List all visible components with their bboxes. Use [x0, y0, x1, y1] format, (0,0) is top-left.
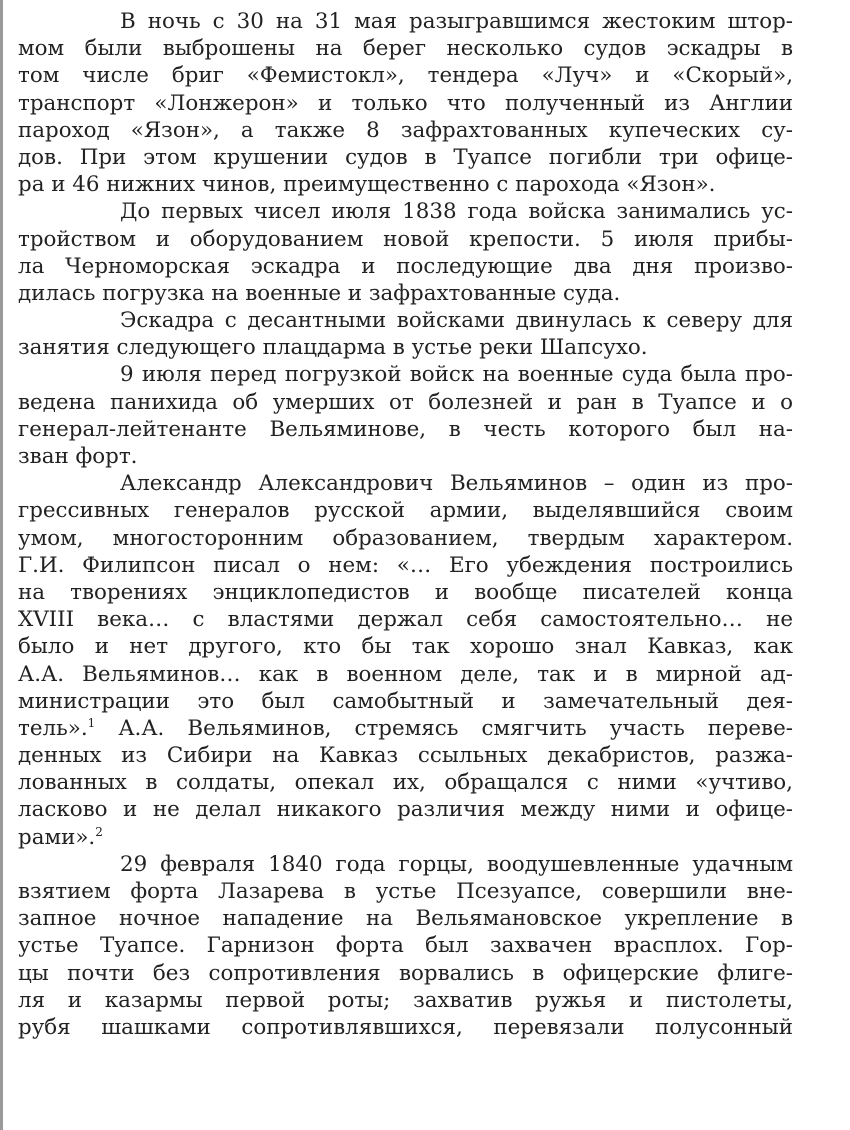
text-line: ра и 46 нижних чинов, преимущественно с парохода «Язон».: [18, 172, 716, 198]
text-line: дилась погрузка на военные и зафрахтованные суда.: [18, 280, 621, 306]
text-fragment: А.А. Вельяминов, стремясь смягчить участь переве-: [95, 715, 793, 741]
text-line: генерал-лейтенанте Вельяминове, в честь которого был на-: [18, 416, 793, 442]
text-line: взятием форта Лазарева в устье Псезуапсе, совершили вне-: [18, 879, 793, 904]
paragraph-velyaminov: [18, 470, 793, 1041]
text-line: устье Туапсе. Гарнизон форта был захвачен врасплох. Гор-: [18, 933, 793, 959]
text-line: на творениях энциклопедистов и вообще писателей конца: [18, 579, 793, 605]
page-edge-rule: [0, 0, 3, 1130]
text-line: ла Черноморская эскадра и последующие два дня произво-: [18, 253, 793, 279]
text-line: пароход «Язон», а также 8 зафрахтованных купеческих су-: [18, 117, 793, 143]
text-fragment: рами».: [18, 824, 96, 850]
text-line: Александр Александрович Вельяминов – один из про-: [120, 471, 793, 497]
text-line-with-footnote: [18, 824, 793, 851]
text-line: А.А. Вельяминов… как в военном деле, так и в мирной ад-: [18, 661, 793, 687]
text-line: занятия следующего плацдарма в устье реки Шапсухо.: [18, 335, 648, 361]
text-line: До первых чисел июля 1838 года войска занимались ус-: [120, 199, 793, 225]
text-line: Эскадра с десантными войсками двинулась к северу для: [120, 308, 793, 334]
document-page: [18, 0, 793, 1041]
text-line: грессивных генералов русской армии, выделявшийся своим: [18, 498, 793, 524]
text-line: 9 июля перед погрузкой войск на военные суда была про-: [120, 362, 793, 388]
paragraph-fortress: [18, 198, 793, 307]
text-line: денных из Сибири на Кавказ ссыльных декабристов, разжа-: [18, 743, 793, 769]
text-line: дов. При этом крушении судов в Туапсе погибли три офице-: [18, 144, 793, 170]
footnote-marker: 2: [95, 824, 103, 839]
text-line: тройством и оборудованием новой крепости. 5 июля прибы-: [18, 226, 793, 252]
text-line: транспорт «Лонжерон» и только что полученный из Англии: [18, 90, 793, 116]
text-line: цы почти без сопротивления ворвались в офицерские флиге-: [18, 960, 793, 986]
text-line: рубя шашками сопротивлявшихся, перевязали полусонный: [18, 1014, 793, 1040]
text-line: XVIII века… с властями держал себя самостоятельно… не: [18, 607, 793, 633]
paragraph-storm: [18, 8, 793, 198]
text-line-with-footnote: [18, 715, 793, 742]
paragraph-memorial: [18, 361, 793, 470]
text-line: лованных в солдаты, опекал их, обращался с ними «учтиво,: [18, 770, 793, 796]
text-fragment: тель».: [18, 715, 88, 741]
text-line: мом были выброшены на берег несколько судов эскадры в: [18, 36, 793, 62]
text-line: В ночь с 30 на 31 мая разыгравшимся жестоким штор-: [120, 9, 793, 34]
text-line: было и нет другого, кто бы так хорошо знал Кавказ, как: [18, 634, 793, 660]
text-line: Г.И. Филипсон писал о нем: «… Его убеждения построились: [18, 552, 793, 578]
text-line: зван форт.: [18, 444, 138, 469]
text-line: ласково и не делал никакого различия между ними и офице-: [18, 797, 793, 823]
text-line: министрации это был самобытный и замечательный дея-: [18, 688, 793, 714]
text-line: ведена панихида об умерших от болезней и ран в Туапсе и о: [18, 389, 793, 415]
text-line: том числе бриг «Фемистокл», тендера «Луч» и «Скорый»,: [18, 63, 793, 89]
text-line: запное ночное нападение на Вельямановское укрепление в: [18, 906, 793, 932]
footnote-marker: 1: [87, 715, 96, 730]
text-line: ля и казармы первой роты; захватив ружья и пистолеты,: [18, 987, 793, 1013]
text-line: умом, многосторонним образованием, твердым характером.: [18, 525, 793, 551]
text-line: 29 февраля 1840 года горцы, воодушевленные удачным: [120, 851, 793, 877]
paragraph-squadron: [18, 307, 793, 361]
